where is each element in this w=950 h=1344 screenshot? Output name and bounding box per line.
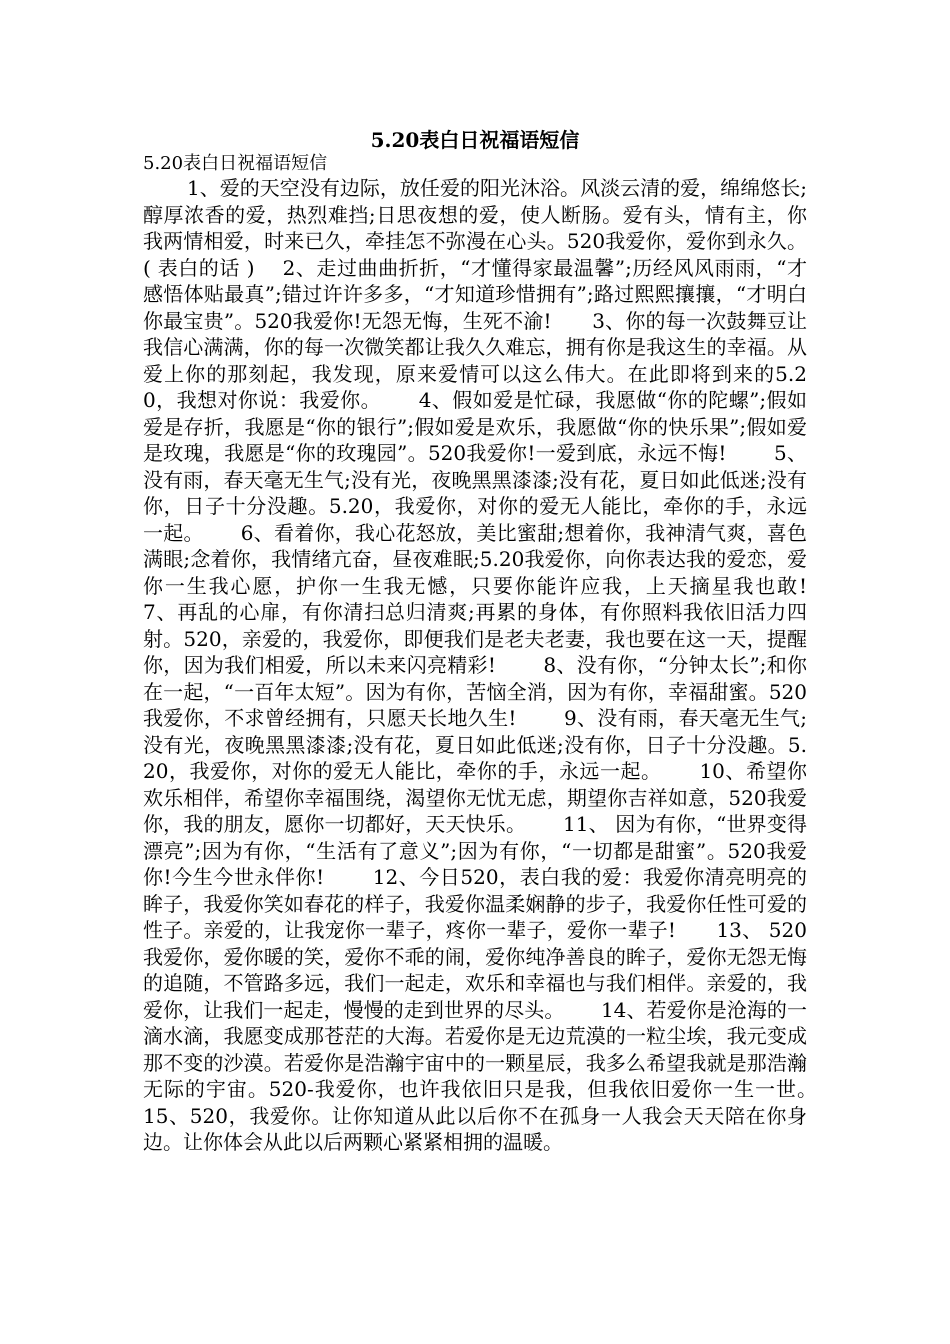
document-subtitle: 5.20表白日祝福语短信 xyxy=(143,153,328,174)
document-title: 5.20表白日祝福语短信 xyxy=(370,128,580,152)
document-body-paragraph: 1、爱的天空没有边际，放任爱的阳光沐浴。风淡云清的爱，绵绵悠长;醇厚浓香的爱，热烈难挡;日思夜想的爱，使人断肠。爱有头，情有主，你我两情相爱，时来已久，牵挂怎不弥漫在心头。520我爱你，爱你到永久。( 表白的话 ) 2、走过曲曲折折，“才懂得家最温馨”;历经风风雨雨，“才感悟体贴最真”;错过许许多多，“才知道珍惜拥有”;路过熙熙攘攘，“才明白你最宝贵”。520我爱你!无怨无悔，生死不渝! 3、你的每一次鼓舞豆让我信心满满，你的每一次微笑都让我久久难忘，拥有你是我这生的幸福。从爱上你的那刻起，我发现，原来爱情可以这么伟大。在此即将到来的5.20，我想对你说：我爱你。 4、假如爱是忙碌，我愿做“你的陀螺”;假如爱是存折，我愿是“你的银行”;假如爱是欢乐，我愿做“你的快乐果”;假如爱是玫瑰，我愿是“你的玫瑰园”。520我爱你!一爱到底，永远不悔! 5、没有雨，春天毫无生气;没有光，夜晚黑黑漆漆;没有花，夏日如此低迷;没有你，日子十分没趣。5.20，我爱你，对你的爱无人能比，牵你的手，永远一起。 6、看着你，我心花怒放，美比蜜甜;想着你，我神清气爽，喜色满眼;念着你，我情绪亢奋，昼夜难眠;5.20我爱你，向你表达我的爱恋，爱你一生我心愿，护你一生我无憾，只要你能许应我，上天摘星我也敢! 7、再乱的心扉，有你清扫总归清爽;再累的身体，有你照料我依旧活力四射。520，亲爱的，我爱你，即便我们是老夫老妻，我也要在这一天，提醒你，因为我们相爱，所以未来闪亮精彩! 8、没有你，“分钟太长”;和你在一起，“一百年太短”。因为有你，苦恼全消，因为有你，幸福甜蜜。520我爱你，不求曾经拥有，只愿天长地久生! 9、没有雨，春天毫无生气;没有光，夜晚黑黑漆漆;没有花，夏日如此低迷;没有你，日子十分没趣。5.20，我爱你，对你的爱无人能比，牵你的手，永远一起。 10、希望你欢乐相伴，希望你幸福围绕，渴望你无忧无虑，期望你吉祥如意，520我爱你，我的朋友，愿你一切都好，天天快乐。 11、 因为有你，“世界变得漂亮”;因为有你，“生活有了意义”;因为有你，“一切都是甜蜜”。520我爱你!今生今世永伴你! 12、今日520，表白我的爱：我爱你清亮明亮的眸子，我爱你笑如春花的样子，我爱你温柔娴静的步子，我爱你任性可爱的性子。亲爱的，让我宠你一辈子，疼你一辈子，爱你一辈子! 13、 520我爱你，爱你暖的笑，爱你不乖的闹，爱你纯净善良的眸子，爱你无怨无悔的追随，不管路多远，我们一起走，欢乐和幸福也与我们相伴。亲爱的，我爱你，让我们一起走，慢慢的走到世界的尽头。 14、若爱你是沧海的一滴水滴，我愿变成那苍茫的大海。若爱你是无边荒漠的一粒尘埃，我元变成那不变的沙漠。若爱你是浩瀚宇宙中的一颗星辰，我多么希望我就是那浩瀚无际的宇宙。520-我爱你，也许我依旧只是我，但我依旧爱你一生一世。 15、520，我爱你。让你知道从此以后你不在孤身一人我会天天陪在你身边。让你体会从此以后两颗心紧紧相拥的温暖。 xyxy=(143,176,854,1154)
